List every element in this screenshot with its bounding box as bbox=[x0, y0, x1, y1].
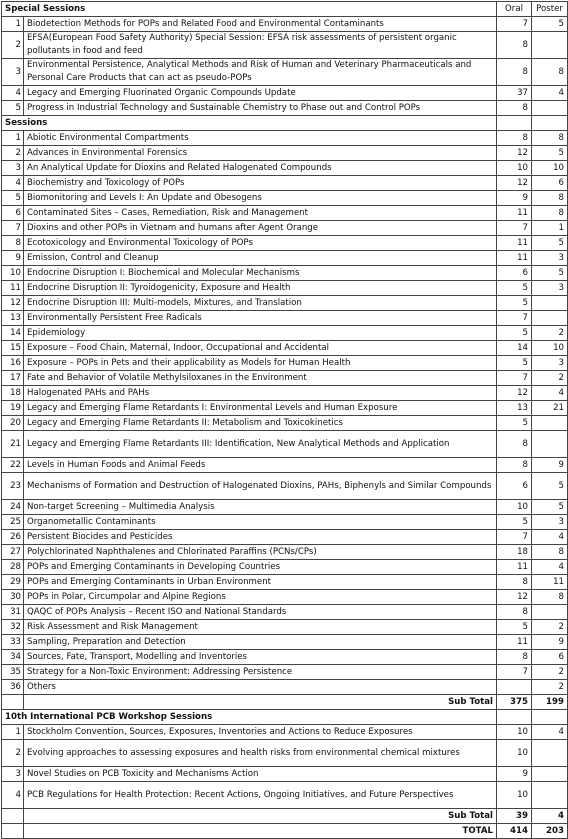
session-row bbox=[2, 473, 568, 500]
poster-count bbox=[532, 767, 568, 782]
poster-count: 2 bbox=[532, 665, 568, 680]
poster-count: 6 bbox=[532, 176, 568, 191]
session-number: 29 bbox=[2, 575, 24, 590]
oral-count: 7 bbox=[497, 17, 532, 32]
session-number: 24 bbox=[2, 500, 24, 515]
oral-count: 8 bbox=[497, 458, 532, 473]
session-title: Ecotoxicology and Environmental Toxicology of POPs bbox=[24, 236, 497, 251]
section-title: Special Sessions bbox=[2, 2, 497, 17]
oral-count: 18 bbox=[497, 545, 532, 560]
session-title: An Analytical Update for Dioxins and Related Halogenated Compounds bbox=[24, 161, 497, 176]
oral-count: 11 bbox=[497, 251, 532, 266]
session-row bbox=[2, 416, 568, 431]
poster-count: 4 bbox=[532, 386, 568, 401]
session-title: Persistent Biocides and Pesticides bbox=[24, 530, 497, 545]
oral-count: 5 bbox=[497, 326, 532, 341]
session-title: POPs and Emerging Contaminants in Developing Countries bbox=[24, 560, 497, 575]
poster-count: 8 bbox=[532, 131, 568, 146]
session-row bbox=[2, 296, 568, 311]
session-title: Risk Assessment and Risk Management bbox=[24, 620, 497, 635]
session-number: 12 bbox=[2, 296, 24, 311]
oral-count: 5 bbox=[497, 296, 532, 311]
empty-cell bbox=[2, 824, 24, 839]
poster-count: 5 bbox=[532, 266, 568, 281]
session-row bbox=[2, 401, 568, 416]
poster-count bbox=[532, 311, 568, 326]
session-title: Biodetection Methods for POPs and Related Food and Environmental Contaminants bbox=[24, 17, 497, 32]
poster-count: 8 bbox=[532, 545, 568, 560]
total-oral: 414 bbox=[497, 824, 532, 839]
session-title: Epidemiology bbox=[24, 326, 497, 341]
section-header-row bbox=[2, 2, 568, 17]
session-number: 25 bbox=[2, 515, 24, 530]
session-title: Evolving approaches to assessing exposures and health risks from environmental chemical mixtures bbox=[24, 740, 497, 767]
session-number: 5 bbox=[2, 101, 24, 116]
session-row bbox=[2, 500, 568, 515]
poster-count: 21 bbox=[532, 401, 568, 416]
session-number: 34 bbox=[2, 650, 24, 665]
session-row bbox=[2, 767, 568, 782]
oral-count: 11 bbox=[497, 635, 532, 650]
oral-count: 10 bbox=[497, 161, 532, 176]
session-title: POPs in Polar, Circumpolar and Alpine Regions bbox=[24, 590, 497, 605]
session-number: 18 bbox=[2, 386, 24, 401]
poster-count: 5 bbox=[532, 146, 568, 161]
session-row bbox=[2, 725, 568, 740]
sessions-table-body bbox=[2, 2, 568, 839]
oral-count: 11 bbox=[497, 560, 532, 575]
poster-count: 5 bbox=[532, 473, 568, 500]
session-row bbox=[2, 386, 568, 401]
oral-count: 8 bbox=[497, 650, 532, 665]
session-title: Contaminated Sites – Cases, Remediation, Risk and Management bbox=[24, 206, 497, 221]
session-row bbox=[2, 311, 568, 326]
oral-count: 8 bbox=[497, 131, 532, 146]
poster-count: 8 bbox=[532, 206, 568, 221]
oral-count: 14 bbox=[497, 341, 532, 356]
oral-count: 12 bbox=[497, 176, 532, 191]
session-number: 2 bbox=[2, 146, 24, 161]
oral-count: 8 bbox=[497, 101, 532, 116]
session-title: Dioxins and other POPs in Vietnam and humans after Agent Orange bbox=[24, 221, 497, 236]
poster-count: 3 bbox=[532, 251, 568, 266]
session-number: 20 bbox=[2, 416, 24, 431]
session-row bbox=[2, 341, 568, 356]
session-number: 26 bbox=[2, 530, 24, 545]
oral-count: 7 bbox=[497, 221, 532, 236]
session-row bbox=[2, 251, 568, 266]
session-number: 4 bbox=[2, 782, 24, 809]
session-title: QAQC of POPs Analysis – Recent ISO and National Standards bbox=[24, 605, 497, 620]
section-header-row bbox=[2, 710, 568, 725]
subtotal-row bbox=[2, 695, 568, 710]
poster-column-header: Poster bbox=[532, 2, 568, 17]
poster-count bbox=[532, 782, 568, 809]
session-row bbox=[2, 236, 568, 251]
session-row bbox=[2, 680, 568, 695]
session-number: 3 bbox=[2, 59, 24, 86]
session-row bbox=[2, 560, 568, 575]
poster-count: 10 bbox=[532, 161, 568, 176]
session-row bbox=[2, 530, 568, 545]
total-poster: 203 bbox=[532, 824, 568, 839]
session-number: 28 bbox=[2, 560, 24, 575]
session-row bbox=[2, 431, 568, 458]
session-row bbox=[2, 356, 568, 371]
session-title: Exposure – Food Chain, Maternal, Indoor, Occupational and Accidental bbox=[24, 341, 497, 356]
session-row bbox=[2, 515, 568, 530]
oral-count: 13 bbox=[497, 401, 532, 416]
session-title: Biomonitoring and Levels I: An Update and Obesogens bbox=[24, 191, 497, 206]
session-number: 35 bbox=[2, 665, 24, 680]
oral-count: 37 bbox=[497, 86, 532, 101]
subtotal-row bbox=[2, 809, 568, 824]
session-title: Biochemistry and Toxicology of POPs bbox=[24, 176, 497, 191]
poster-count: 4 bbox=[532, 560, 568, 575]
section-title: 10th International PCB Workshop Sessions bbox=[2, 710, 497, 725]
session-number: 1 bbox=[2, 17, 24, 32]
poster-count: 3 bbox=[532, 281, 568, 296]
poster-count: 2 bbox=[532, 680, 568, 695]
session-title: Legacy and Emerging Fluorinated Organic Compounds Update bbox=[24, 86, 497, 101]
session-number: 15 bbox=[2, 341, 24, 356]
poster-count: 8 bbox=[532, 59, 568, 86]
empty-cell bbox=[2, 695, 24, 710]
session-row bbox=[2, 545, 568, 560]
poster-count: 1 bbox=[532, 221, 568, 236]
empty-cell bbox=[532, 116, 568, 131]
session-title: Novel Studies on PCB Toxicity and Mechanisms Action bbox=[24, 767, 497, 782]
session-row bbox=[2, 782, 568, 809]
session-row bbox=[2, 101, 568, 116]
empty-cell bbox=[497, 116, 532, 131]
oral-count: 5 bbox=[497, 416, 532, 431]
session-title: Sampling, Preparation and Detection bbox=[24, 635, 497, 650]
poster-count: 2 bbox=[532, 326, 568, 341]
poster-count: 4 bbox=[532, 725, 568, 740]
session-number: 22 bbox=[2, 458, 24, 473]
session-title: Exposure – POPs in Pets and their applicability as Models for Human Health bbox=[24, 356, 497, 371]
session-number: 21 bbox=[2, 431, 24, 458]
session-title: Advances in Environmental Forensics bbox=[24, 146, 497, 161]
session-number: 17 bbox=[2, 371, 24, 386]
poster-count: 5 bbox=[532, 500, 568, 515]
oral-count: 10 bbox=[497, 740, 532, 767]
oral-count: 8 bbox=[497, 32, 532, 59]
session-number: 30 bbox=[2, 590, 24, 605]
subtotal-label: Sub Total bbox=[24, 695, 497, 710]
session-row bbox=[2, 206, 568, 221]
oral-count: 9 bbox=[497, 767, 532, 782]
poster-count: 8 bbox=[532, 590, 568, 605]
oral-count: 5 bbox=[497, 515, 532, 530]
subtotal-oral: 375 bbox=[497, 695, 532, 710]
session-number: 4 bbox=[2, 176, 24, 191]
session-title: Legacy and Emerging Flame Retardants II: Metabolism and Toxicokinetics bbox=[24, 416, 497, 431]
poster-count: 6 bbox=[532, 650, 568, 665]
session-number: 3 bbox=[2, 161, 24, 176]
session-number: 3 bbox=[2, 767, 24, 782]
section-title: Sessions bbox=[2, 116, 497, 131]
session-number: 2 bbox=[2, 740, 24, 767]
session-number: 32 bbox=[2, 620, 24, 635]
oral-count: 12 bbox=[497, 386, 532, 401]
session-number: 19 bbox=[2, 401, 24, 416]
session-title: Mechanisms of Formation and Destruction of Halogenated Dioxins, PAHs, Biphenyls and Similar Compounds bbox=[24, 473, 497, 500]
session-number: 23 bbox=[2, 473, 24, 500]
oral-count: 11 bbox=[497, 206, 532, 221]
poster-count: 4 bbox=[532, 530, 568, 545]
subtotal-poster: 4 bbox=[532, 809, 568, 824]
session-title: Endocrine Disruption I: Biochemical and Molecular Mechanisms bbox=[24, 266, 497, 281]
session-title: Strategy for a Non-Toxic Environment: Addressing Persistence bbox=[24, 665, 497, 680]
session-title: Endocrine Disruption II: Tyroidogenicity, Exposure and Health bbox=[24, 281, 497, 296]
oral-count: 5 bbox=[497, 620, 532, 635]
session-number: 36 bbox=[2, 680, 24, 695]
session-row bbox=[2, 86, 568, 101]
oral-count: 8 bbox=[497, 431, 532, 458]
session-title: Endocrine Disruption III: Multi-models, Mixtures, and Translation bbox=[24, 296, 497, 311]
session-row bbox=[2, 131, 568, 146]
oral-count: 12 bbox=[497, 590, 532, 605]
poster-count: 4 bbox=[532, 86, 568, 101]
session-number: 6 bbox=[2, 206, 24, 221]
session-number: 7 bbox=[2, 221, 24, 236]
session-title: POPs and Emerging Contaminants in Urban Environment bbox=[24, 575, 497, 590]
poster-count: 2 bbox=[532, 620, 568, 635]
session-row bbox=[2, 17, 568, 32]
session-title: Levels in Human Foods and Animal Feeds bbox=[24, 458, 497, 473]
session-title: Organometallic Contaminants bbox=[24, 515, 497, 530]
poster-count: 5 bbox=[532, 236, 568, 251]
session-row bbox=[2, 740, 568, 767]
session-row bbox=[2, 59, 568, 86]
session-row bbox=[2, 161, 568, 176]
oral-count: 12 bbox=[497, 146, 532, 161]
poster-count bbox=[532, 740, 568, 767]
oral-count: 7 bbox=[497, 530, 532, 545]
session-row bbox=[2, 146, 568, 161]
poster-count: 5 bbox=[532, 17, 568, 32]
session-title: Fate and Behavior of Volatile Methylsiloxanes in the Environment bbox=[24, 371, 497, 386]
session-number: 33 bbox=[2, 635, 24, 650]
poster-count bbox=[532, 101, 568, 116]
poster-count: 10 bbox=[532, 341, 568, 356]
sessions-table bbox=[1, 1, 568, 839]
oral-count: 11 bbox=[497, 236, 532, 251]
poster-count: 3 bbox=[532, 356, 568, 371]
poster-count: 8 bbox=[532, 191, 568, 206]
session-number: 2 bbox=[2, 32, 24, 59]
oral-count: 8 bbox=[497, 59, 532, 86]
session-title: Sources, Fate, Transport, Modelling and Inventories bbox=[24, 650, 497, 665]
session-number: 1 bbox=[2, 131, 24, 146]
session-number: 31 bbox=[2, 605, 24, 620]
session-row bbox=[2, 176, 568, 191]
session-number: 27 bbox=[2, 545, 24, 560]
session-title: Emission, Control and Cleanup bbox=[24, 251, 497, 266]
session-number: 13 bbox=[2, 311, 24, 326]
session-title: Environmental Persistence, Analytical Methods and Risk of Human and Veterinary Pharmaceuticals and Personal Care Products that can act as pseudo-POPs bbox=[24, 59, 497, 86]
session-number: 5 bbox=[2, 191, 24, 206]
session-title: Legacy and Emerging Flame Retardants III: Identification, New Analytical Methods and Application bbox=[24, 431, 497, 458]
session-title: Legacy and Emerging Flame Retardants I: Environmental Levels and Human Exposure bbox=[24, 401, 497, 416]
session-number: 4 bbox=[2, 86, 24, 101]
empty-cell bbox=[2, 809, 24, 824]
oral-count: 10 bbox=[497, 725, 532, 740]
session-row bbox=[2, 32, 568, 59]
oral-count: 7 bbox=[497, 665, 532, 680]
session-number: 11 bbox=[2, 281, 24, 296]
oral-count bbox=[497, 680, 532, 695]
subtotal-poster: 199 bbox=[532, 695, 568, 710]
section-header-row bbox=[2, 116, 568, 131]
session-row bbox=[2, 371, 568, 386]
oral-count: 8 bbox=[497, 605, 532, 620]
session-title: Polychlorinated Naphthalenes and Chlorinated Paraffins (PCNs/CPs) bbox=[24, 545, 497, 560]
total-label: TOTAL bbox=[24, 824, 497, 839]
session-row bbox=[2, 221, 568, 236]
poster-count: 11 bbox=[532, 575, 568, 590]
total-row bbox=[2, 824, 568, 839]
poster-count: 9 bbox=[532, 458, 568, 473]
poster-count: 3 bbox=[532, 515, 568, 530]
oral-count: 5 bbox=[497, 281, 532, 296]
poster-count bbox=[532, 32, 568, 59]
oral-column-header: Oral bbox=[497, 2, 532, 17]
session-row bbox=[2, 458, 568, 473]
oral-count: 7 bbox=[497, 371, 532, 386]
session-row bbox=[2, 281, 568, 296]
session-row bbox=[2, 665, 568, 680]
poster-count: 2 bbox=[532, 371, 568, 386]
session-row bbox=[2, 620, 568, 635]
session-row bbox=[2, 575, 568, 590]
session-title: Environmentally Persistent Free Radicals bbox=[24, 311, 497, 326]
session-title: Stockholm Convention, Sources, Exposures, Inventories and Actions to Reduce Exposures bbox=[24, 725, 497, 740]
session-row bbox=[2, 605, 568, 620]
session-title: Non-target Screening – Multimedia Analysis bbox=[24, 500, 497, 515]
session-title: Halogenated PAHs and PAHs bbox=[24, 386, 497, 401]
empty-cell bbox=[497, 710, 532, 725]
empty-cell bbox=[532, 710, 568, 725]
poster-count bbox=[532, 416, 568, 431]
oral-count: 8 bbox=[497, 575, 532, 590]
oral-count: 10 bbox=[497, 782, 532, 809]
oral-count: 7 bbox=[497, 311, 532, 326]
poster-count bbox=[532, 431, 568, 458]
session-row bbox=[2, 191, 568, 206]
oral-count: 10 bbox=[497, 500, 532, 515]
session-number: 1 bbox=[2, 725, 24, 740]
session-number: 14 bbox=[2, 326, 24, 341]
session-number: 16 bbox=[2, 356, 24, 371]
session-title: PCB Regulations for Health Protection: Recent Actions, Ongoing Initiatives, and Future Perspectives bbox=[24, 782, 497, 809]
poster-count bbox=[532, 605, 568, 620]
session-number: 10 bbox=[2, 266, 24, 281]
subtotal-label: Sub Total bbox=[24, 809, 497, 824]
session-title: EFSA(European Food Safety Authority) Special Session: EFSA risk assessments of persistent organic pollutants in food and feed bbox=[24, 32, 497, 59]
session-title: Progress in Industrial Technology and Sustainable Chemistry to Phase out and Control POPs bbox=[24, 101, 497, 116]
session-row bbox=[2, 590, 568, 605]
session-row bbox=[2, 635, 568, 650]
subtotal-oral: 39 bbox=[497, 809, 532, 824]
session-number: 9 bbox=[2, 251, 24, 266]
session-row bbox=[2, 266, 568, 281]
oral-count: 6 bbox=[497, 266, 532, 281]
poster-count: 9 bbox=[532, 635, 568, 650]
session-row bbox=[2, 650, 568, 665]
poster-count bbox=[532, 296, 568, 311]
oral-count: 5 bbox=[497, 356, 532, 371]
session-row bbox=[2, 326, 568, 341]
session-number: 8 bbox=[2, 236, 24, 251]
session-title: Abiotic Environmental Compartments bbox=[24, 131, 497, 146]
oral-count: 6 bbox=[497, 473, 532, 500]
session-title: Others bbox=[24, 680, 497, 695]
oral-count: 9 bbox=[497, 191, 532, 206]
